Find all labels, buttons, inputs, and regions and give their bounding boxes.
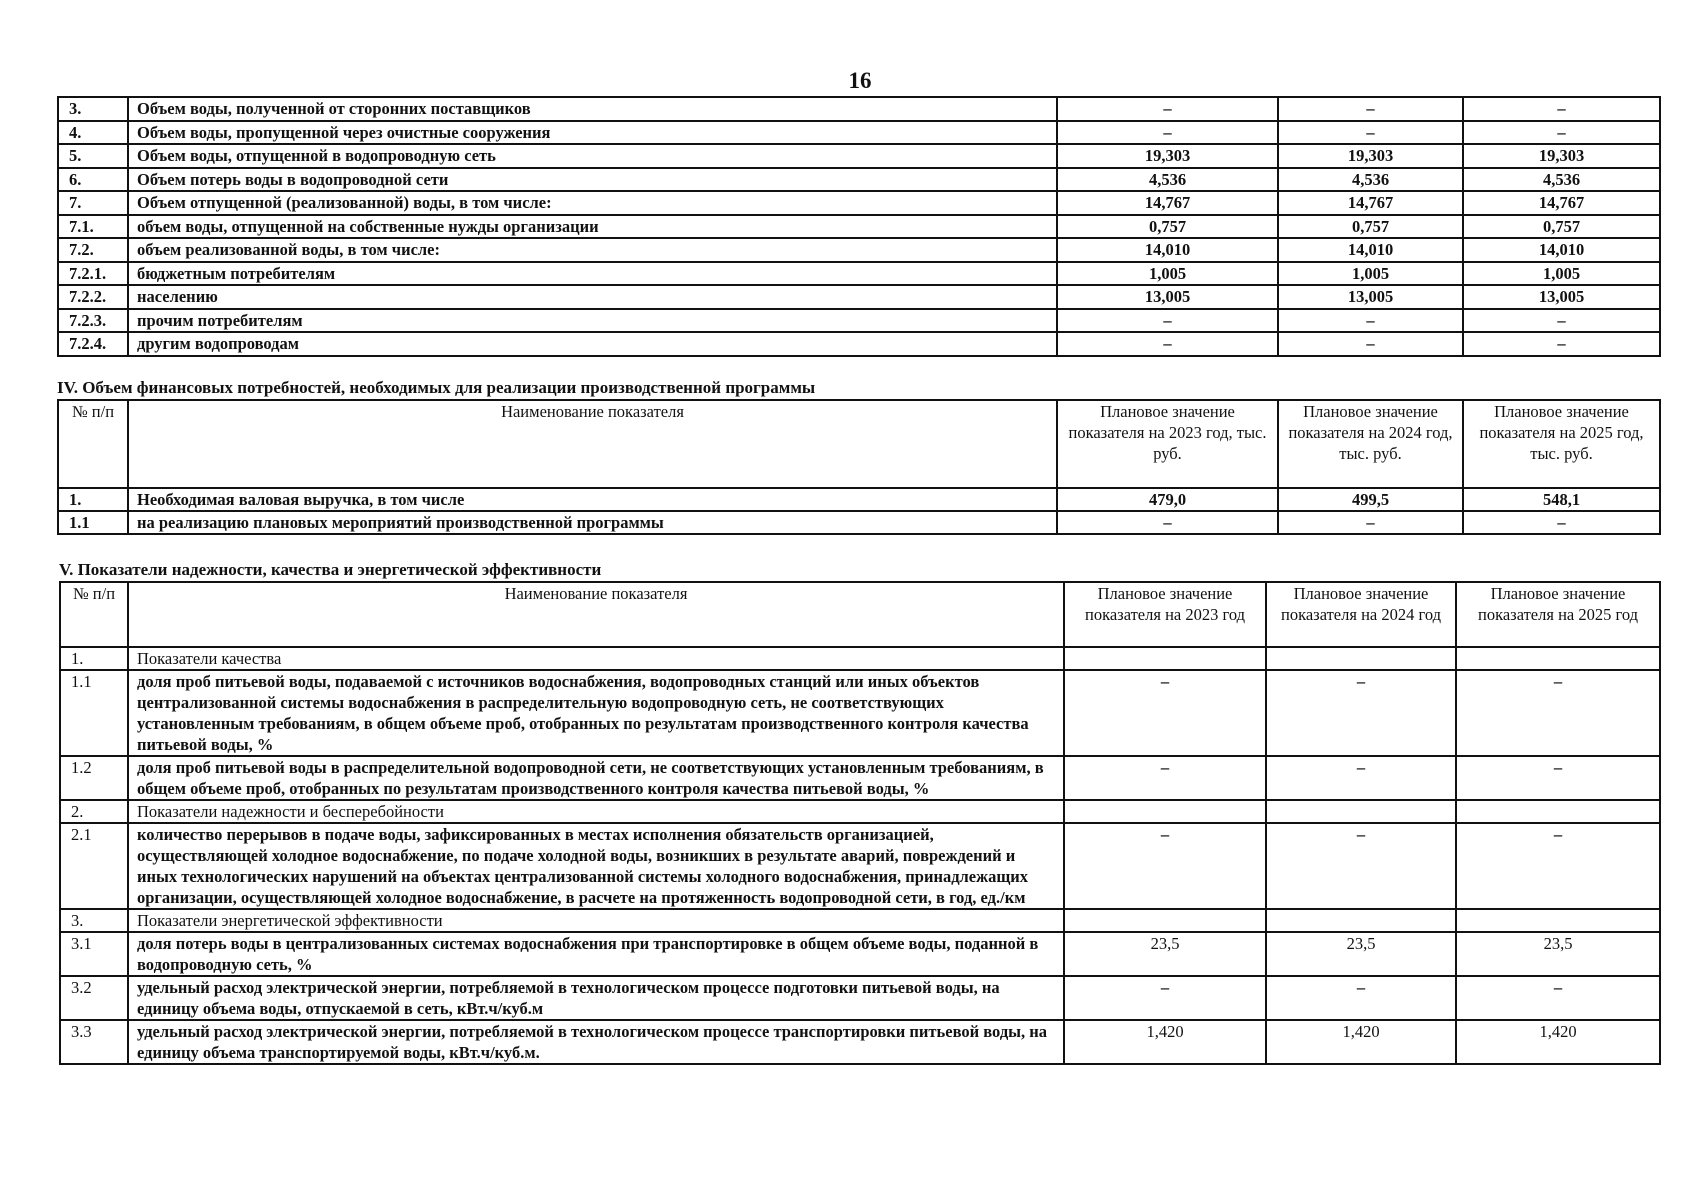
column-header-2023: Плановое значение показателя на 2023 год (1064, 582, 1266, 647)
value-2023: – (1057, 121, 1278, 145)
indicator-name: на реализацию плановых мероприятий производственной программы (128, 511, 1057, 534)
table-row (58, 215, 1660, 239)
table-row (58, 97, 1660, 121)
water-volume-rows (58, 97, 1660, 356)
value-2024: 14,010 (1278, 238, 1463, 262)
table-row (60, 823, 1660, 909)
table-row (60, 756, 1660, 800)
section-4-title: IV. Объем финансовых потребностей, необходимых для реализации производственной программы (57, 378, 816, 397)
row-number: 2.1 (60, 823, 128, 909)
value-2024: – (1266, 976, 1456, 1020)
value-2025: – (1456, 976, 1660, 1020)
value-2025: 548,1 (1463, 488, 1660, 511)
value-2025: 23,5 (1456, 932, 1660, 976)
value-2024: – (1278, 332, 1463, 356)
indicator-name: бюджетным потребителям (128, 262, 1057, 286)
table-row (60, 976, 1660, 1020)
value-2023: – (1057, 309, 1278, 333)
value-2023 (1064, 800, 1266, 823)
indicator-name: доля проб питьевой воды в распределительной водопроводной сети, не соответствующих установленным требованиям, в общем объеме проб, отобранных по результатам производственного контроля качества питьевой воды, % (128, 756, 1064, 800)
value-2024: – (1266, 823, 1456, 909)
value-2023: 14,767 (1057, 191, 1278, 215)
row-number: 2. (60, 800, 128, 823)
table-row (60, 932, 1660, 976)
water-volume-table (57, 96, 1661, 357)
value-2024: 13,005 (1278, 285, 1463, 309)
category-row (60, 647, 1660, 670)
section-5-title: V. Показатели надежности, качества и энергетической эффективности (59, 560, 602, 579)
value-2023: 19,303 (1057, 144, 1278, 168)
indicator-name: количество перерывов в подаче воды, зафиксированных в местах исполнения обязательств организацией, осуществляющей холодное водоснабжение, по подаче холодной воды, возникших в результате аварий, повреждений и иных технологических нарушений на объектах централизованной системы холодного водоснабжения, принадлежащих организации, осуществляющей холодное водоснабжение, в расчете на протяженность водопроводной сети, в год, ед./км (128, 823, 1064, 909)
row-number: 3. (58, 97, 128, 121)
row-number: 7.2. (58, 238, 128, 262)
value-2025: – (1463, 97, 1660, 121)
value-2023: – (1064, 756, 1266, 800)
table-row (58, 309, 1660, 333)
table-row (58, 511, 1660, 534)
row-number: 7.2.2. (58, 285, 128, 309)
table-row (60, 1020, 1660, 1064)
category-name: Показатели качества (128, 647, 1064, 670)
value-2023: 14,010 (1057, 238, 1278, 262)
value-2025: 1,005 (1463, 262, 1660, 286)
row-number: 7.2.3. (58, 309, 128, 333)
row-number: 1.1 (58, 511, 128, 534)
row-number: 1.1 (60, 670, 128, 756)
value-2024 (1266, 647, 1456, 670)
value-2025: 14,010 (1463, 238, 1660, 262)
value-2024: – (1266, 670, 1456, 756)
table-row (58, 191, 1660, 215)
column-header-2025: Плановое значение показателя на 2025 год (1456, 582, 1660, 647)
value-2023: 13,005 (1057, 285, 1278, 309)
value-2025: – (1463, 121, 1660, 145)
indicator-name: объем воды, отпущенной на собственные нужды организации (128, 215, 1057, 239)
indicator-name: объем реализованной воды, в том числе: (128, 238, 1057, 262)
table-row (60, 670, 1660, 756)
value-2023: – (1057, 332, 1278, 356)
value-2025: – (1463, 309, 1660, 333)
value-2025: 13,005 (1463, 285, 1660, 309)
value-2024: – (1278, 511, 1463, 534)
value-2023 (1064, 647, 1266, 670)
table-row (58, 238, 1660, 262)
value-2023: 4,536 (1057, 168, 1278, 192)
value-2024: – (1278, 309, 1463, 333)
value-2023: 0,757 (1057, 215, 1278, 239)
value-2023: 479,0 (1057, 488, 1278, 511)
row-number: 6. (58, 168, 128, 192)
value-2024: – (1278, 97, 1463, 121)
value-2025: 4,536 (1463, 168, 1660, 192)
category-name: Показатели энергетической эффективности (128, 909, 1064, 932)
value-2025: 14,767 (1463, 191, 1660, 215)
value-2024: 23,5 (1266, 932, 1456, 976)
reliability-quality-table (59, 581, 1661, 1065)
table-row (58, 262, 1660, 286)
table-row (58, 488, 1660, 511)
row-number: 3.2 (60, 976, 128, 1020)
value-2024: 0,757 (1278, 215, 1463, 239)
financial-needs-table (57, 399, 1661, 535)
value-2023: – (1057, 97, 1278, 121)
value-2023: 1,420 (1064, 1020, 1266, 1064)
value-2025: 1,420 (1456, 1020, 1660, 1064)
value-2024: 1,420 (1266, 1020, 1456, 1064)
value-2025: – (1463, 332, 1660, 356)
value-2025: – (1456, 756, 1660, 800)
indicator-name: Объем воды, полученной от сторонних поставщиков (128, 97, 1057, 121)
indicator-name: доля проб питьевой воды, подаваемой с источников водоснабжения, водопроводных станций или иных объектов централизованной системы водоснабжения в распределительную водопроводную сеть, не соответствующих установленным требованиям, в общем объеме проб, отобранных по результатам производственного контроля качества питьевой воды, % (128, 670, 1064, 756)
row-number: 5. (58, 144, 128, 168)
page-number: 16 (848, 68, 872, 93)
row-number: 4. (58, 121, 128, 145)
indicator-name: доля потерь воды в централизованных системах водоснабжения при транспортировке в общем объеме воды, поданной в водопроводную сеть, % (128, 932, 1064, 976)
value-2024: – (1266, 756, 1456, 800)
value-2023: – (1057, 511, 1278, 534)
value-2023: – (1064, 823, 1266, 909)
value-2024: 1,005 (1278, 262, 1463, 286)
indicator-name: Необходимая валовая выручка, в том числе (128, 488, 1057, 511)
row-number: 1.2 (60, 756, 128, 800)
value-2025: – (1456, 670, 1660, 756)
row-number: 7.1. (58, 215, 128, 239)
value-2025: 19,303 (1463, 144, 1660, 168)
table-row (58, 332, 1660, 356)
column-header-2024: Плановое значение показателя на 2024 год, тыс. руб. (1278, 400, 1463, 488)
indicator-name: другим водопроводам (128, 332, 1057, 356)
row-number: 1. (60, 647, 128, 670)
table-row (58, 168, 1660, 192)
value-2023: – (1064, 976, 1266, 1020)
category-row (60, 909, 1660, 932)
table-row (58, 144, 1660, 168)
indicator-name: населению (128, 285, 1057, 309)
row-number: 7.2.1. (58, 262, 128, 286)
column-header-2023: Плановое значение показателя на 2023 год, тыс. руб. (1057, 400, 1278, 488)
column-header-2024: Плановое значение показателя на 2024 год (1266, 582, 1456, 647)
row-number: 7.2.4. (58, 332, 128, 356)
category-name: Показатели надежности и бесперебойности (128, 800, 1064, 823)
value-2023: 23,5 (1064, 932, 1266, 976)
value-2025: – (1456, 823, 1660, 909)
value-2023: – (1064, 670, 1266, 756)
row-number: 3.3 (60, 1020, 128, 1064)
indicator-name: прочим потребителям (128, 309, 1057, 333)
value-2024 (1266, 909, 1456, 932)
category-row (60, 800, 1660, 823)
indicator-name: Объем потерь воды в водопроводной сети (128, 168, 1057, 192)
value-2024: 19,303 (1278, 144, 1463, 168)
value-2023: 1,005 (1057, 262, 1278, 286)
table-row (58, 121, 1660, 145)
column-header-number: № п/п (58, 400, 128, 488)
row-number: 1. (58, 488, 128, 511)
value-2025 (1456, 800, 1660, 823)
value-2024: 499,5 (1278, 488, 1463, 511)
value-2024: 4,536 (1278, 168, 1463, 192)
indicator-name: удельный расход электрической энергии, потребляемой в технологическом процессе транспортировки питьевой воды, на единицу объема транспортируемой воды, кВт.ч/куб.м. (128, 1020, 1064, 1064)
column-header-name: Наименование показателя (128, 400, 1057, 488)
value-2023 (1064, 909, 1266, 932)
indicator-name: удельный расход электрической энергии, потребляемой в технологическом процессе подготовки питьевой воды, на единицу объема воды, отпускаемой в сеть, кВт.ч/куб.м (128, 976, 1064, 1020)
value-2025 (1456, 647, 1660, 670)
row-number: 3. (60, 909, 128, 932)
indicator-name: Объем отпущенной (реализованной) воды, в том числе: (128, 191, 1057, 215)
column-header-2025: Плановое значение показателя на 2025 год, тыс. руб. (1463, 400, 1660, 488)
indicator-name: Объем воды, отпущенной в водопроводную сеть (128, 144, 1057, 168)
value-2024 (1266, 800, 1456, 823)
row-number: 3.1 (60, 932, 128, 976)
table-header-row (60, 582, 1660, 647)
value-2025: – (1463, 511, 1660, 534)
indicator-name: Объем воды, пропущенной через очистные сооружения (128, 121, 1057, 145)
value-2024: – (1278, 121, 1463, 145)
value-2025: 0,757 (1463, 215, 1660, 239)
table-header-row (58, 400, 1660, 488)
column-header-number: № п/п (60, 582, 128, 647)
value-2025 (1456, 909, 1660, 932)
table-row (58, 285, 1660, 309)
value-2024: 14,767 (1278, 191, 1463, 215)
row-number: 7. (58, 191, 128, 215)
column-header-name: Наименование показателя (128, 582, 1064, 647)
